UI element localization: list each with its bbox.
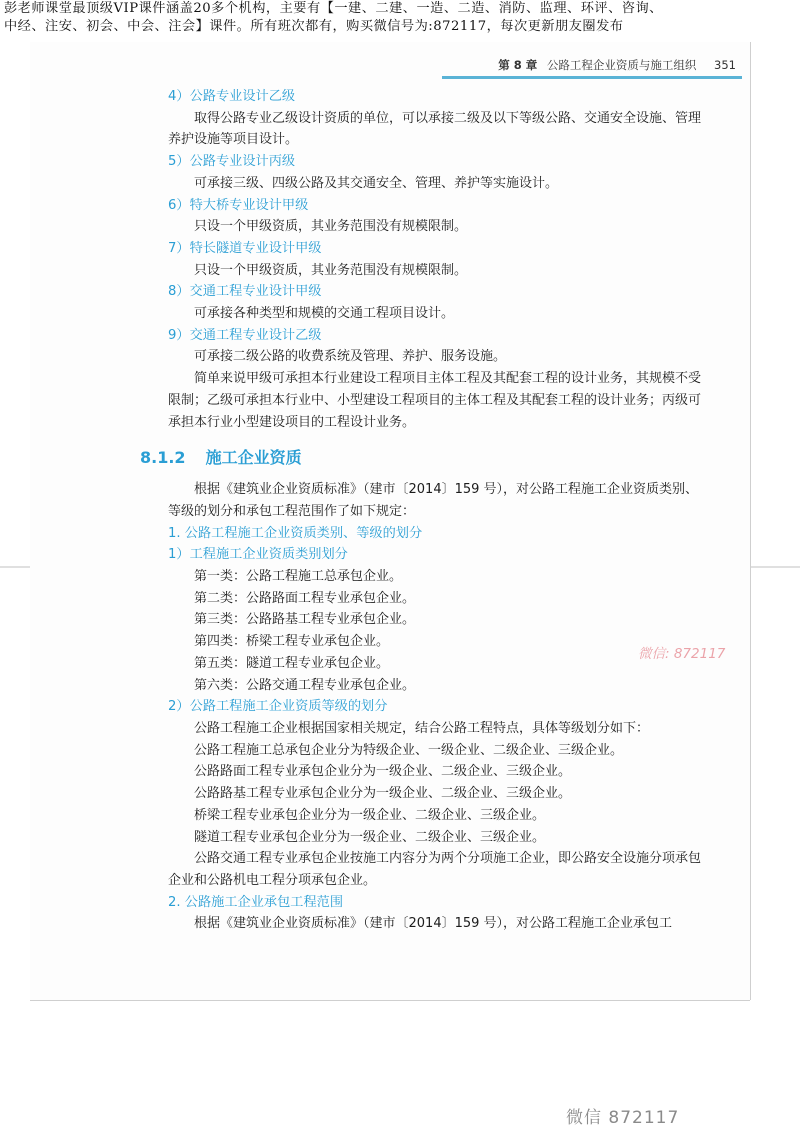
fold-line-left [0,566,30,568]
list-item: 第一类：公路工程施工总承包企业。 [194,569,403,585]
promo-banner [0,0,800,42]
intro-paragraph: 根据《建筑业企业资质标准》（建市〔2014〕159 号），对公路工程施工企业资质类别、等级的划分和承包工程范围作了如下规定： [168,482,699,519]
subheading-1-1: 1）工程施工企业资质类别划分 [168,547,348,563]
banner-line-2: 中经、注安、初会、中会、注会】课件。所有班次都有，购买微信号为:872117，每次更新朋友圈发布 [4,19,624,34]
paragraph-9: 可承接二级公路的收费系统及管理、养护、服务设施。 [194,349,507,365]
running-head [60,52,736,78]
last-paragraph: 根据《建筑业企业资质标准》（建市〔2014〕159 号），对公路工程施工企业承包工 [194,916,673,932]
traffic-paragraph: 公路交通工程专业承包企业按施工内容分为两个分项施工企业，即公路安全设施分项承包企业和公路机电工程分项承包企业。 [168,851,702,888]
list-item: 第五类：隧道工程专业承包企业。 [194,655,390,671]
page-number: 351 [714,58,736,72]
paragraph-4: 取得公路专业乙级设计资质的单位，可以承接二级及以下等级公路、交通安全设施、管理养护设施等项目设计。 [168,110,702,148]
summary-paragraph: 简单来说甲级可承担本行业建设工程项目主体工程及其配套工程的设计业务，其规模不受限制；乙级可承担本行业中、小型建设工程项目的主体工程及其配套工程的设计业务；丙级可承担本行业小型建设项目的工程设计业务。 [168,371,702,430]
chapter-label: 第 8 章 [498,58,538,72]
paragraph-8: 可承接各种类型和规模的交通工程项目设计。 [194,306,455,322]
grade-item: 公路工程施工总承包企业分为特级企业、一级企业、二级企业、三级企业。 [194,742,624,758]
heading-5: 5）公路专业设计丙级 [168,154,296,170]
list-item: 第六类：公路交通工程专业承包企业。 [194,677,416,693]
list-item: 第三类：公路路基工程专业承包企业。 [194,612,416,628]
section-title: 施工企业资质 [205,448,302,468]
section-number: 8.1.2 [140,448,186,468]
bottom-watermark: 微信 872117 [566,1108,680,1128]
list-item: 第二类：公路路面工程专业承包企业。 [194,590,416,606]
grade-item: 隧道工程专业承包企业分为一级企业、二级企业、三级企业。 [194,829,546,845]
heading-7: 7）特长隧道专业设计甲级 [168,240,322,256]
chapter-title: 公路工程企业资质与施工组织 [546,58,697,72]
header-rule [442,76,742,79]
heading-6: 6）特大桥专业设计甲级 [168,197,309,213]
section-heading [140,447,704,469]
subheading-2: 2. 公路施工企业承包工程范围 [168,894,344,910]
heading-8: 8）交通工程专业设计甲级 [168,284,322,300]
paragraph-5: 可承接三级、四级公路及其交通安全、管理、养护等实施设计。 [194,175,559,191]
list-item: 第四类：桥梁工程专业承包企业。 [194,634,390,650]
grade-item: 桥梁工程专业承包企业分为一级企业、二级企业、三级企业。 [194,807,546,823]
page-content [140,86,704,935]
paragraph-7: 只设一个甲级资质，其业务范围没有规模限制。 [194,262,468,278]
fold-line-right [750,566,800,568]
grades-intro: 公路工程施工企业根据国家相关规定，结合公路工程特点，具体等级划分如下： [194,720,650,736]
heading-9: 9）交通工程专业设计乙级 [168,327,322,343]
banner-line-1: 彭老师课堂最顶级VIP课件涵盖20多个机构，主要有【一建、二建、一造、二造、消防、监理、环评、咨询、 [4,1,663,16]
paragraph-6: 只设一个甲级资质，其业务范围没有规模限制。 [194,219,468,235]
grade-item: 公路路面工程专业承包企业分为一级企业、二级企业、三级企业。 [194,764,572,780]
book-page [30,42,750,1000]
heading-4: 4）公路专业设计乙级 [168,89,296,104]
watermark-red: 微信: 872117 [638,646,726,662]
subheading-1-2: 2）公路工程施工企业资质等级的划分 [168,699,388,715]
grade-item: 公路路基工程专业承包企业分为一级企业、二级企业、三级企业。 [194,786,572,802]
subheading-1: 1. 公路工程施工企业资质类别、等级的划分 [168,525,423,541]
